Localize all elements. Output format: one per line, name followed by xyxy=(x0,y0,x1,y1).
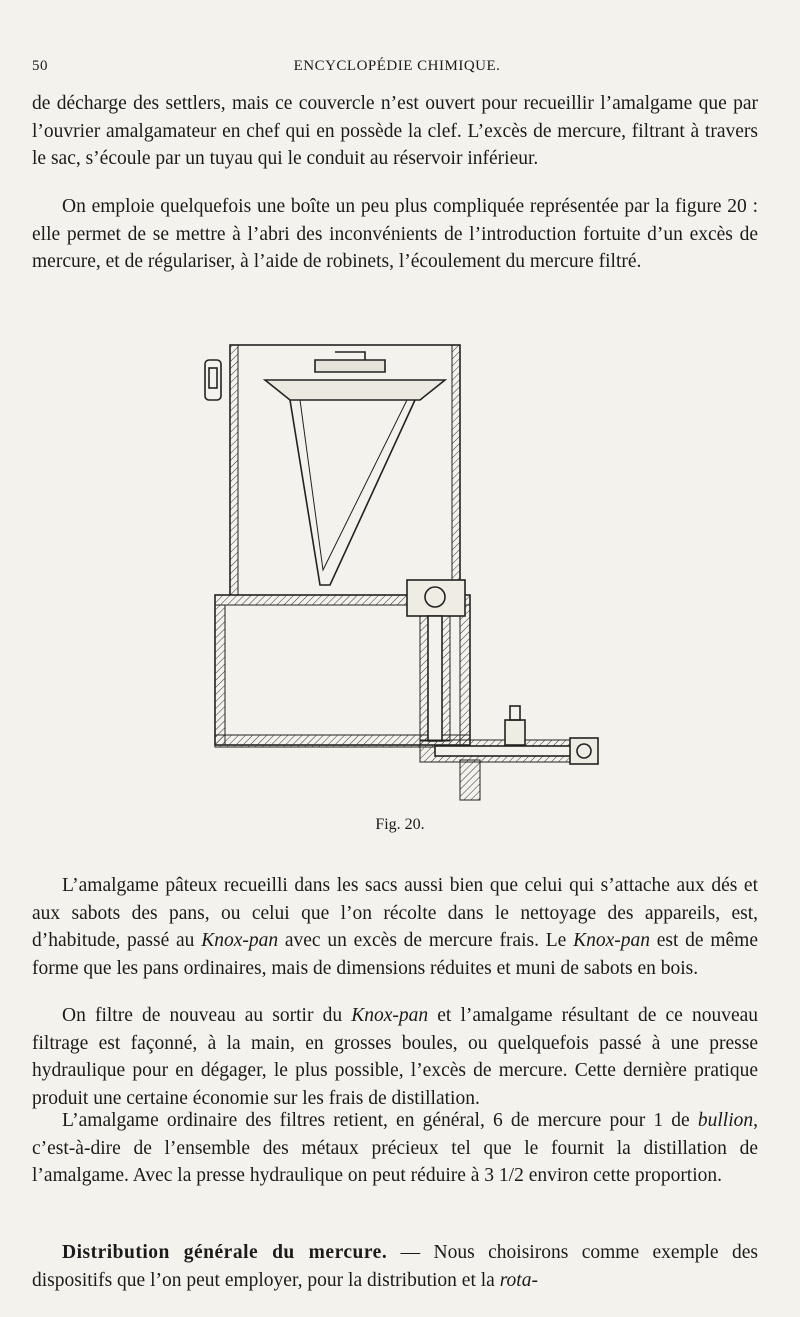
figure-caption: Fig. 20. xyxy=(375,816,425,833)
paragraph-4: On filtre de nouveau au sortir du Knox-pan et l’amalgame résultant de ce nouveau filtrage est façonné, à la main, en grosses boules, ou quelquefois passé à une presse hydraulique pour en dégager, le plus possible, l’excès de mercure. Cette dernière pratique produit une certaine économie sur les frais de distillation. xyxy=(32,1005,758,1109)
section-heading: Distribution générale du mercure. xyxy=(62,1242,388,1263)
paragraph-2: On emploie quelquefois une boîte un peu plus compliquée représentée par la figure 20 : elle permet de se mettre à l’abri des inconvénients de l’introduction fortuite d’un excès de mercure, et de régulariser, à l’aide de robinets, l’écoulement du mercure filtré. xyxy=(32,196,758,272)
paragraph-6: Distribution générale du mercure. — Nous choisirons comme exemple des dispositifs que l’on peut employer, pour la distribution et la rota- xyxy=(32,1242,758,1291)
paragraph-3: L’amalgame pâteux recueilli dans les sacs aussi bien que celui qui s’attache aux dés et aux sabots des pans, ou celui que l’on récolte dans le nettoyage des appareils, est, d’habitude, passé au Knox-pan avec un excès de mercure frais. Le Knox-pan est de même forme que les pans ordinaires, mais de dimensions réduites et muni de sabots en bois. xyxy=(32,875,758,979)
running-title: ENCYCLOPÉDIE CHIMIQUE. xyxy=(293,58,501,74)
page-number: 50 xyxy=(32,58,48,74)
paragraph-1: de décharge des settlers, mais ce couvercle n’est ouvert pour recueillir l’amalgame que par l’ouvrier amalgamateur en chef qui en possède la clef. L’excès de mercure, filtrant à travers le sac, s’écoule par un tuyau qui le conduit au réservoir inférieur. xyxy=(32,93,758,169)
running-header xyxy=(32,56,762,82)
figure-20-illustration xyxy=(195,340,615,810)
paragraph-5: L’amalgame ordinaire des filtres retient, en général, 6 de mercure pour 1 de bullion, c’est-à-dire de l’ensemble des métaux précieux tel que le fournit la distillation de l’amalgame. Avec la presse hydraulique on peut réduire à 3 1/2 environ cette proportion. xyxy=(32,1110,758,1186)
